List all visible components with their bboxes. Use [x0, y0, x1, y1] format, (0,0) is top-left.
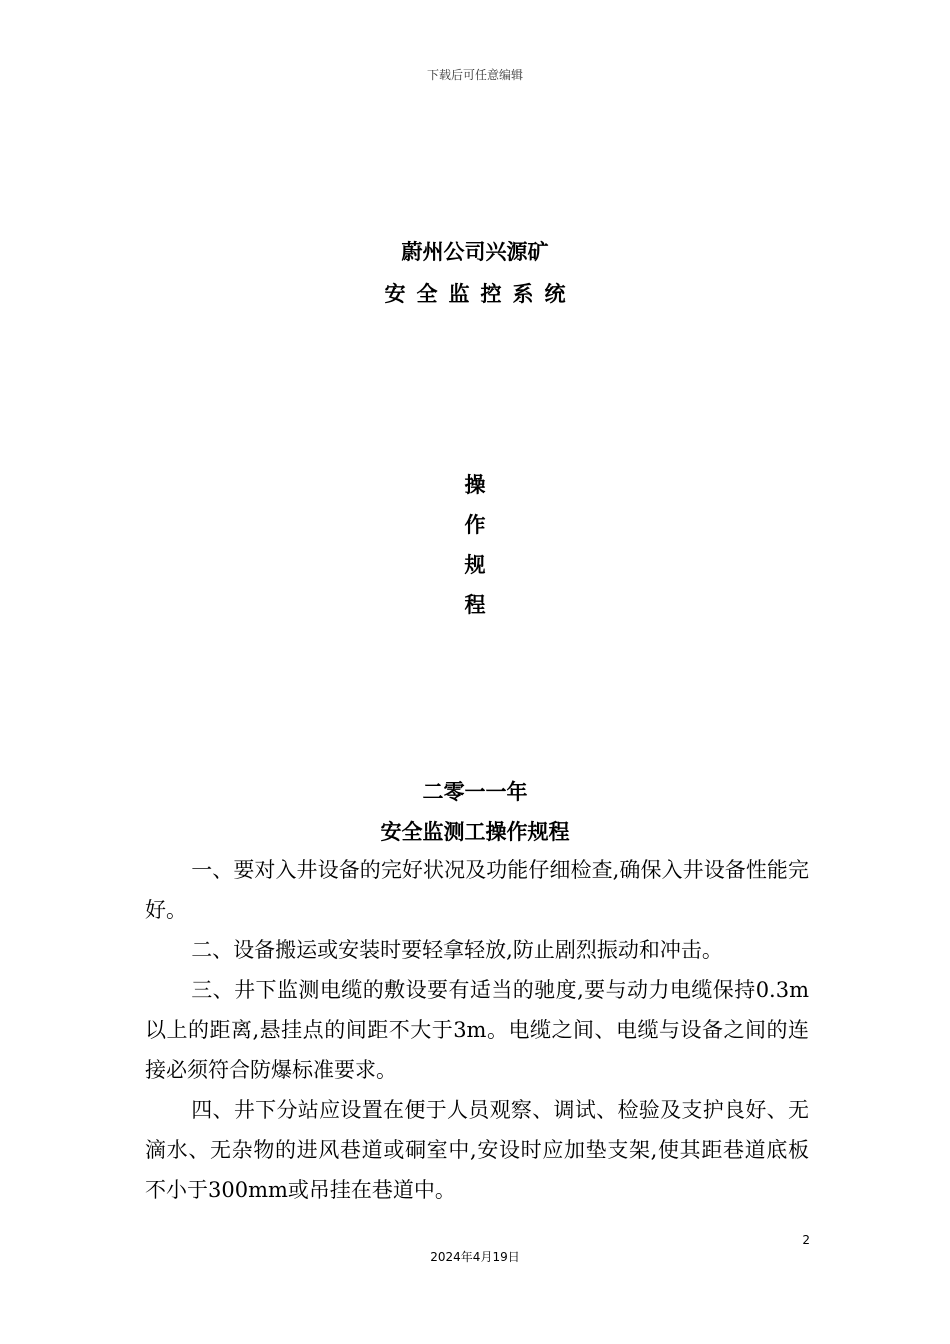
vertical-title-char: 程: [464, 593, 486, 617]
paragraph: 一、要对入井设备的完好状况及功能仔细检查,确保入井设备性能完好。: [145, 858, 809, 922]
section-title: 安全监测工操作规程: [380, 820, 570, 844]
system-title: 安全监控系统: [384, 282, 577, 306]
vertical-title-char: 作: [464, 513, 486, 537]
company-title: 蔚州公司兴源矿: [401, 240, 549, 264]
body-text: [145, 850, 809, 1210]
paragraph: 三、井下监测电缆的敷设要有适当的驰度,要与动力电缆保持0.3m以上的距离,悬挂点的间距不大于3m。电缆之间、电缆与设备之间的连接必须符合防爆标准要求。: [145, 978, 809, 1082]
footer-date: 2024年4月19日: [430, 1250, 520, 1264]
header-note: 下载后可任意编辑: [426, 68, 523, 82]
paragraph: 四、井下分站应设置在便于人员观察、调试、检验及支护良好、无滴水、无杂物的进风巷道或硐室中,安设时应加垫支架,使其距巷道底板不小于300mm或吊挂在巷道中。: [145, 1098, 809, 1202]
paragraph: 二、设备搬运或安装时要轻拿轻放,防止剧烈振动和冲击。: [191, 938, 723, 962]
vertical-doc-title: [0, 465, 950, 625]
page-number: 2: [802, 1233, 810, 1247]
vertical-title-char: 规: [464, 553, 486, 577]
year-title: 二零一一年: [422, 780, 528, 804]
vertical-title-char: 操: [464, 473, 486, 497]
